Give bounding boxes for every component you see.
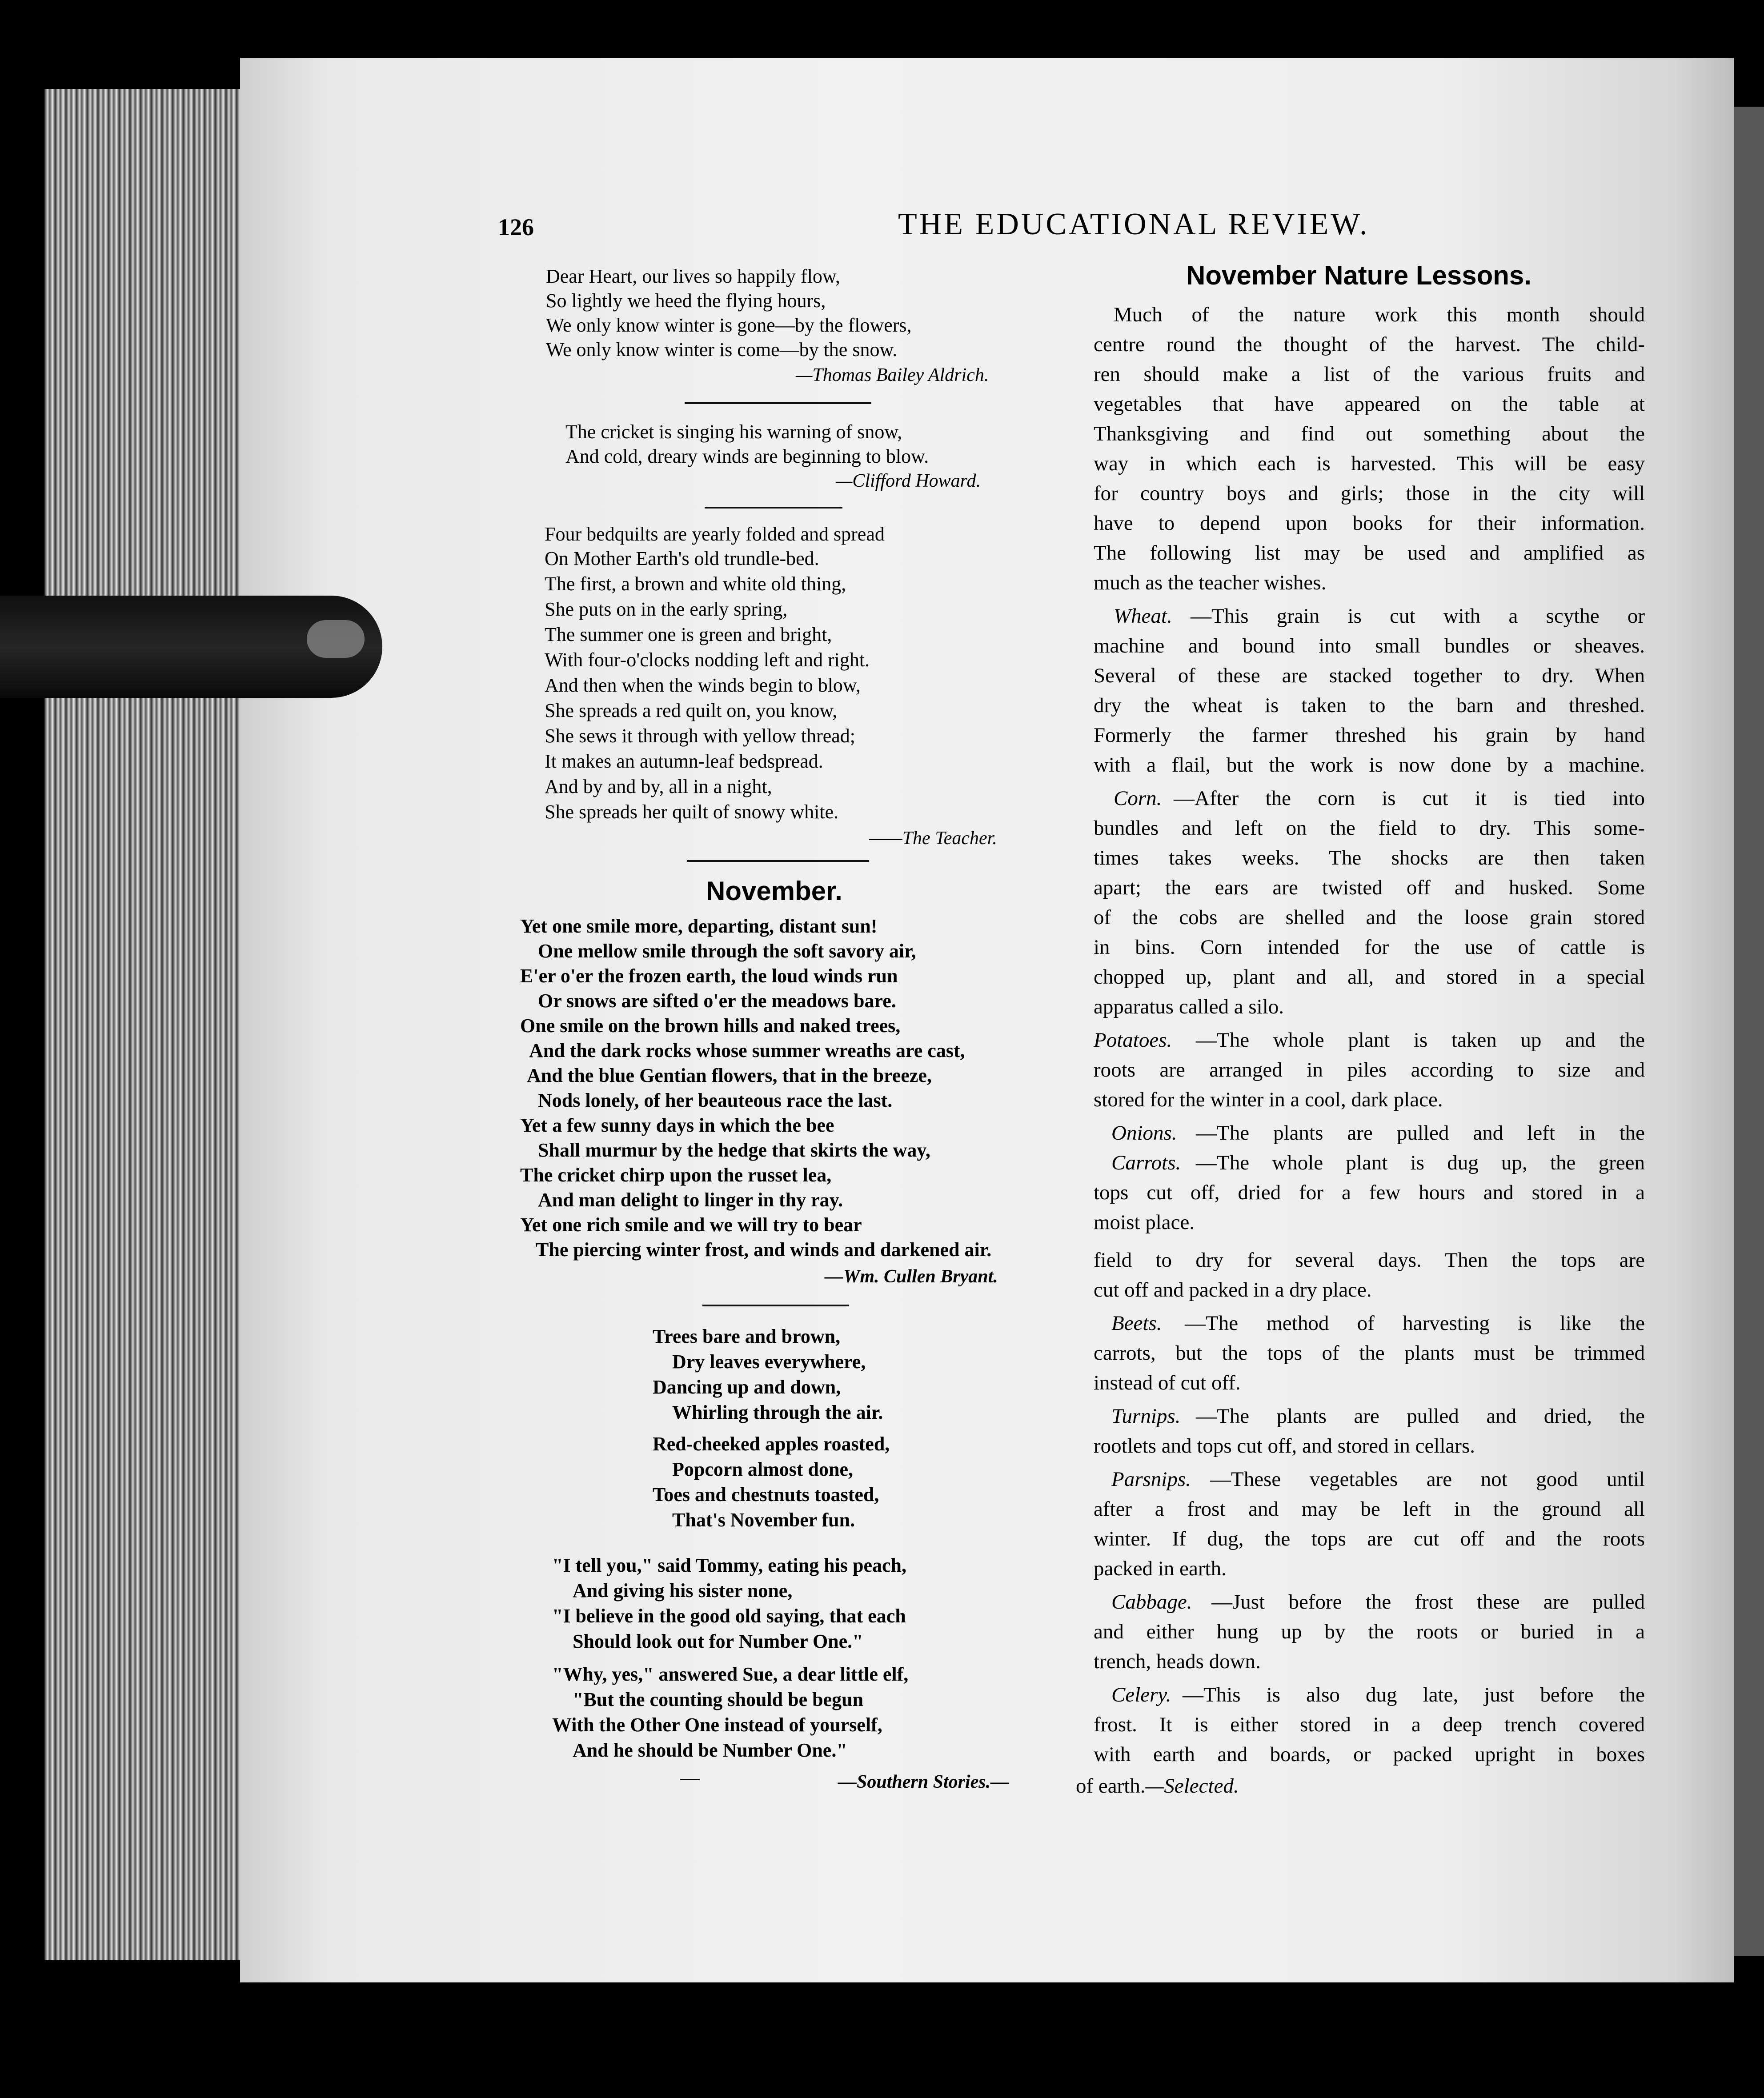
prose-line: apparatus called a silo. xyxy=(1094,995,1284,1018)
prose-last-line xyxy=(1076,1774,1239,1798)
prose-line: —The whole plant is dug up, the green xyxy=(1196,1151,1645,1174)
poem-line: So lightly we heed the flying hours, xyxy=(546,290,826,312)
prose-line: centre round the thought of the harvest. The child- xyxy=(1094,333,1645,356)
poem-line: She spreads her quilt of snowy white. xyxy=(545,801,839,823)
separator-rule xyxy=(705,507,842,508)
poem-line: We only know winter is come—by the snow. xyxy=(546,339,898,360)
separator-rule xyxy=(702,1305,849,1306)
prose-line: tops cut off, dried for a few hours and stored in a xyxy=(1094,1181,1645,1204)
prose-line: after a frost and may be left in the ground all xyxy=(1094,1497,1645,1521)
prose-line: with earth and boards, or packed upright in boxes xyxy=(1094,1743,1645,1766)
poem-line: And then when the winds begin to blow, xyxy=(545,674,861,696)
prose-line: cut off and packed in a dry place. xyxy=(1094,1278,1372,1301)
prose-line: Much of the nature work this month should xyxy=(1114,303,1645,326)
prose-line: chopped up, plant and all, and stored in a special xyxy=(1094,965,1645,989)
poem-line: Should look out for Number One." xyxy=(573,1630,863,1652)
prose-line: Thanksgiving and find out something about the xyxy=(1094,422,1645,445)
crop-term: Wheat. xyxy=(1114,605,1172,628)
prose-line: field to dry for several days. Then the tops are xyxy=(1094,1249,1645,1272)
separator-rule xyxy=(687,860,869,862)
poem-line: One mellow smile through the soft savory air, xyxy=(538,940,916,962)
poem-line: We only know winter is gone—by the flowers, xyxy=(546,314,912,336)
crop-term: Potatoes. xyxy=(1094,1029,1172,1052)
prose-line: moist place. xyxy=(1094,1211,1195,1234)
poem-line: Whirling through the air. xyxy=(672,1401,883,1423)
prose-line: —These vegetables are not good until xyxy=(1210,1468,1645,1491)
prose-line: —This grain is cut with a scythe or xyxy=(1191,605,1645,628)
crop-term: Corn. xyxy=(1114,787,1162,810)
source-credit: —Selected. xyxy=(1145,1774,1239,1798)
poem-line: And the blue Gentian flowers, that in the breeze, xyxy=(527,1065,932,1086)
prose-line: —The plants are pulled and dried, the xyxy=(1196,1405,1645,1428)
poem-line: It makes an autumn-leaf bedspread. xyxy=(545,750,823,772)
prose-line: bundles and left on the field to dry. This some- xyxy=(1094,817,1645,840)
prose-line: much as the teacher wishes. xyxy=(1094,571,1327,594)
prose-line: and either hung up by the roots or buried in a xyxy=(1094,1620,1645,1643)
poem-line: Dry leaves everywhere, xyxy=(672,1351,866,1373)
poem-line: On Mother Earth's old trundle-bed. xyxy=(545,548,819,569)
poem-line: The piercing winter frost, and winds and darkened air. xyxy=(536,1239,992,1261)
attribution: —Thomas Bailey Aldrich. xyxy=(796,365,989,385)
prose-line: for country boys and girls; those in the city will xyxy=(1094,482,1645,505)
poem-line: "But the counting should be begun xyxy=(573,1689,864,1710)
article-title: November Nature Lessons. xyxy=(1186,260,1531,290)
poem-line: Toes and chestnuts toasted, xyxy=(653,1484,879,1505)
prose-line: rootlets and tops cut off, and stored in cellars. xyxy=(1094,1434,1475,1457)
prose-line: have to depend upon books for their information. xyxy=(1094,512,1645,535)
prose-line: —This is also dug late, just before the xyxy=(1183,1683,1645,1706)
prose-line: trench, heads down. xyxy=(1094,1650,1261,1673)
crop-term: Parsnips. xyxy=(1111,1468,1191,1491)
poem-line: She sews it through with yellow thread; xyxy=(545,725,856,747)
attribution: —Wm. Cullen Bryant. xyxy=(825,1266,998,1287)
prose-line: ren should make a list of the various fruits and xyxy=(1094,363,1645,386)
poem-line: E'er o'er the frozen earth, the loud winds run xyxy=(520,965,898,987)
prose-line: packed in earth. xyxy=(1094,1557,1227,1580)
running-head xyxy=(0,151,1764,241)
prose-line: with a flail, but the work is now done by a machine. xyxy=(1094,753,1645,777)
prose-line: times takes weeks. The shocks are then taken xyxy=(1094,846,1645,869)
prose-line: —After the corn is cut it is tied into xyxy=(1174,787,1645,810)
dash: — xyxy=(680,1767,700,1789)
prose-line: stored for the winter in a cool, dark place. xyxy=(1094,1088,1443,1111)
prose-line: of the cobs are shelled and the loose grain stored xyxy=(1094,906,1645,929)
poem-line: And the dark rocks whose summer wreaths are cast, xyxy=(529,1040,965,1061)
poem-line: And giving his sister none, xyxy=(573,1580,793,1602)
poem-line: Popcorn almost done, xyxy=(672,1458,853,1480)
attribution: —Southern Stories.— xyxy=(838,1772,1010,1792)
poem-line: Or snows are sifted o'er the meadows bare. xyxy=(538,990,896,1012)
poem-line: The cricket is singing his warning of snow, xyxy=(565,421,902,443)
prose-line: roots are arranged in piles according to size and xyxy=(1094,1058,1645,1081)
prose-line: —Just before the frost these are pulled xyxy=(1211,1590,1645,1614)
prose-line: —The method of harvesting is like the xyxy=(1185,1312,1645,1335)
crop-term: Turnips. xyxy=(1111,1405,1181,1428)
poem-line: Yet one smile more, departing, distant sun! xyxy=(520,915,878,937)
poem-line: The cricket chirp upon the russet lea, xyxy=(520,1164,832,1186)
poem-line: With the Other One instead of yourself, xyxy=(552,1714,882,1736)
poem-line: Nods lonely, of her beauteous race the last. xyxy=(538,1089,893,1111)
page-number: 126 xyxy=(498,214,534,240)
poem-line: Dear Heart, our lives so happily flow, xyxy=(546,265,840,287)
poem-line: Yet a few sunny days in which the bee xyxy=(520,1114,834,1136)
poem-line: And man delight to linger in thy ray. xyxy=(538,1189,843,1211)
poem-line: And cold, dreary winds are beginning to blow. xyxy=(565,445,929,467)
poem-line: Shall murmur by the hedge that skirts the way, xyxy=(538,1139,930,1161)
poem-line: Yet one rich smile and we will try to bear xyxy=(520,1214,862,1236)
poem-line: One smile on the brown hills and naked trees, xyxy=(520,1015,901,1037)
poem-line: Red-cheeked apples roasted, xyxy=(653,1433,890,1455)
poem-line: "I tell you," said Tommy, eating his peach, xyxy=(552,1554,906,1576)
prose-line: carrots, but the tops of the plants must be trimmed xyxy=(1094,1341,1645,1365)
prose-line: dry the wheat is taken to the barn and threshed. xyxy=(1094,694,1645,717)
poem-line: She spreads a red quilt on, you know, xyxy=(545,700,838,721)
prose-line: winter. If dug, the tops are cut off and the roots xyxy=(1094,1527,1645,1550)
poem-line: "Why, yes," answered Sue, a dear little elf, xyxy=(552,1663,909,1685)
page-clip-highlight xyxy=(307,620,365,658)
poem-line: The summer one is green and bright, xyxy=(545,624,832,645)
attribution: ——The Teacher. xyxy=(869,828,997,849)
poem-line: Trees bare and brown, xyxy=(653,1325,841,1347)
attribution: —Clifford Howard. xyxy=(836,471,981,491)
poem-line: The first, a brown and white old thing, xyxy=(545,573,846,595)
prose-line: of earth. xyxy=(1076,1774,1146,1798)
binding-edge xyxy=(1734,107,1764,1956)
poem-line: And by and by, all in a night, xyxy=(545,776,772,797)
poem-line: Four bedquilts are yearly folded and spread xyxy=(545,523,885,545)
prose-line: Formerly the farmer threshed his grain by hand xyxy=(1094,724,1645,747)
prose-line: in bins. Corn intended for the use of cattle is xyxy=(1094,936,1645,959)
poem-line: And he should be Number One." xyxy=(573,1739,847,1761)
prose-line: instead of cut off. xyxy=(1094,1371,1241,1394)
crop-term: Onions. xyxy=(1111,1121,1177,1145)
prose-line: —The plants are pulled and left in the xyxy=(1196,1121,1645,1145)
poem-line: Dancing up and down, xyxy=(653,1376,841,1398)
separator-rule xyxy=(685,402,871,404)
prose-line: —The whole plant is taken up and the xyxy=(1196,1029,1645,1052)
prose-line: machine and bound into small bundles or sheaves. xyxy=(1094,634,1645,657)
poem-line: That's November fun. xyxy=(672,1509,855,1531)
prose-line: way in which each is harvested. This will be easy xyxy=(1094,452,1645,475)
poem-line: "I believe in the good old saying, that each xyxy=(552,1605,906,1627)
prose-line: apart; the ears are twisted off and husked. Some xyxy=(1094,876,1645,899)
crop-term: Cabbage. xyxy=(1111,1590,1192,1614)
prose-line: The following list may be used and amplified as xyxy=(1094,541,1645,565)
poem-line: She puts on in the early spring, xyxy=(545,598,788,620)
poem-line: With four-o'clocks nodding left and right. xyxy=(545,649,870,671)
prose-line: Several of these are stacked together to dry. When xyxy=(1094,664,1645,687)
crop-term: Carrots. xyxy=(1111,1151,1181,1174)
poem-title: November. xyxy=(706,876,842,906)
prose-line: frost. It is either stored in a deep trench covered xyxy=(1094,1713,1645,1736)
book-page-edges xyxy=(44,89,249,1960)
crop-term: Beets. xyxy=(1111,1312,1162,1335)
crop-term: Celery. xyxy=(1111,1683,1171,1706)
journal-title: THE EDUCATIONAL REVIEW. xyxy=(898,207,1370,241)
prose-line: vegetables that have appeared on the table at xyxy=(1094,392,1645,416)
